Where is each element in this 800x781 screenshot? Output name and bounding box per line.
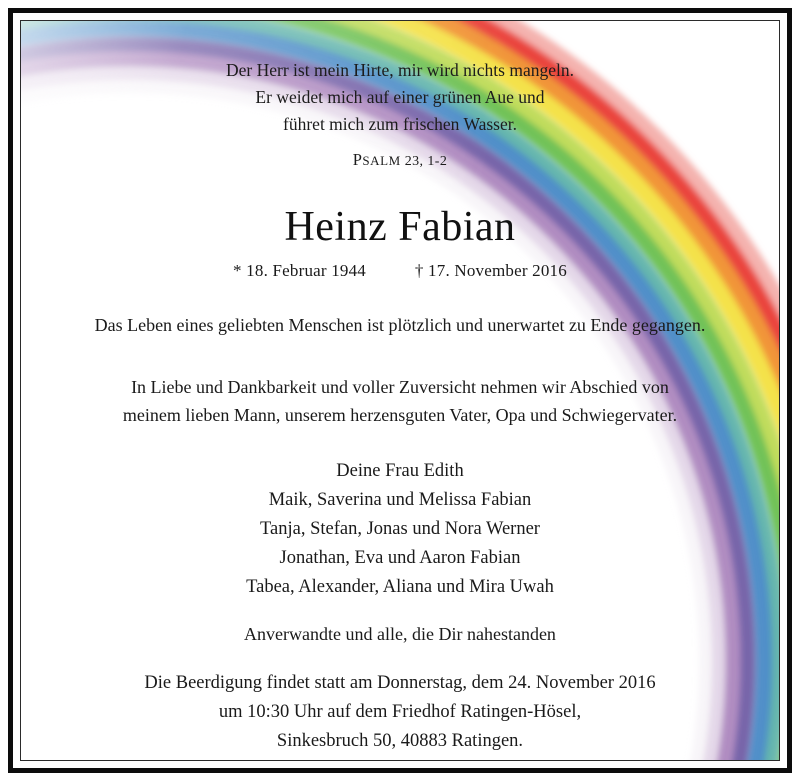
obituary-content: [21, 21, 779, 760]
verse-line: Der Herr ist mein Hirte, mir wird nichts mangeln.: [226, 60, 574, 80]
family-line: Deine Frau Edith: [336, 461, 464, 481]
family-line: Tanja, Stefan, Jonas und Nora Werner: [260, 519, 540, 539]
funeral-line: um 10:30 Uhr auf dem Friedhof Ratingen-Hösel,: [218, 702, 582, 722]
family-line: Maik, Saverina und Melissa Fabian: [268, 490, 532, 510]
family-line: Tabea, Alexander, Aliana und Mira Uwah: [246, 577, 554, 597]
death-date: † 17. November 2016: [414, 261, 567, 280]
life-dates: [47, 261, 753, 281]
farewell-line: meinem lieben Mann, unserem herzensguten Vater, Opa und Schwiegervater.: [122, 405, 678, 425]
card-inner-border: [20, 20, 780, 761]
funeral-line: Sinkesbruch 50, 40883 Ratingen.: [276, 731, 524, 751]
family-list: [47, 457, 753, 602]
verse-reference-initial: P: [352, 150, 363, 169]
verse-reference-numbers: 23, 1-2: [400, 154, 448, 169]
farewell-line: In Liebe und Dankbarkeit und voller Zuversicht nehmen wir Abschied von: [131, 377, 669, 397]
birth-date: * 18. Februar 1944: [233, 261, 366, 280]
funeral-details: [47, 669, 753, 756]
farewell-paragraph: [47, 373, 753, 429]
verse-reference-smallcaps: SALM: [362, 153, 401, 168]
verse-reference: [47, 146, 753, 175]
deceased-name: Heinz Fabian: [284, 204, 516, 250]
verse-line: Er weidet mich auf einer grünen Aue und: [255, 87, 545, 107]
announcement-paragraph: Das Leben eines geliebten Menschen ist plötzlich und unerwartet zu Ende gegangen.: [94, 315, 706, 335]
funeral-line: Die Beerdigung findet statt am Donnerstag, dem 24. November 2016: [144, 673, 656, 693]
bible-verse: [47, 57, 753, 175]
relatives-line: Anverwandte und alle, die Dir nahestanden: [244, 624, 556, 644]
family-line: Jonathan, Eva und Aaron Fabian: [279, 548, 521, 568]
verse-line: führet mich zum frischen Wasser.: [283, 114, 517, 134]
